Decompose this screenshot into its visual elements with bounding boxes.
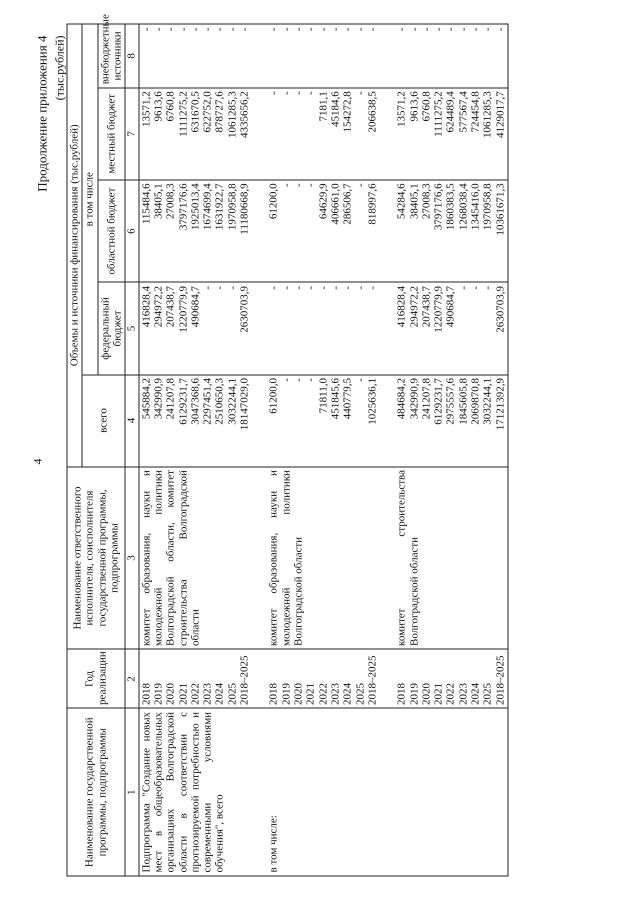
regional-values: 115484,6 38405,1 27008,3 3797176,6 1925013,4 1674699,4 1631922,7 1970958,8 11180668,9 xyxy=(139,180,252,283)
extra-values: - - - - - - - - - xyxy=(139,24,252,88)
col-num-3: 3 xyxy=(125,467,138,650)
header-program: Наименование государственной программы, подпрограммы xyxy=(67,708,125,876)
units-note: (тыс.рублей) xyxy=(52,35,67,101)
local-values: 13571,2 9613,6 6760,8 1111275,2 631670,5 622752,0 878727,6 1061285,3 4335656,2 xyxy=(139,88,252,180)
regional-values: 61200,0 - - - 64629,9 406661,0 286506,7 - 818997,6 xyxy=(252,180,380,283)
header-financing: Объемы и источники финансирования (тыс.рублей) xyxy=(67,24,82,467)
program-name xyxy=(380,708,508,876)
executor: комитет образования, науки и молодежной политики Волгоградской области, комитет строительства Волгоградской области xyxy=(139,467,252,650)
years: 2018 2019 2020 2021 2022 2023 2024 2025 2018–2025 xyxy=(252,649,380,708)
table-row xyxy=(139,24,252,876)
executor: комитет образования, науки и молодежной политики Волгоградской области xyxy=(252,467,380,650)
header-local: местный бюджет xyxy=(98,88,126,180)
table-row xyxy=(380,24,508,876)
page-number: 4 xyxy=(30,458,45,465)
header-including: в том числе xyxy=(82,24,97,375)
col-num-6: 6 xyxy=(125,180,138,283)
total-values: 61200,0 - - - 71811,0 451845,6 440779,5 - 1025636,1 xyxy=(252,375,380,467)
local-values: 13571,2 9613,6 6760,8 1111275,2 624489,4 577567,4 724454,8 1061285,3 4129017,7 xyxy=(380,88,508,180)
header-regional: областной бюджет xyxy=(98,180,126,283)
appendix-title: Продолжение приложения 4 xyxy=(34,35,50,192)
financing-table xyxy=(67,14,509,877)
years: 2018 2019 2020 2021 2022 2023 2024 2025 2018–2025 xyxy=(380,649,508,708)
program-name: Подпрограмма "Создание новых мест в общеобразовательных организациях Волгоградской области в соответствии с прогнозируемой потребностью и современными условиями обучения", всего xyxy=(139,708,252,876)
col-num-8: 8 xyxy=(125,24,138,88)
total-values: 545884,2 342990,9 241207,8 6129231,7 3047368,6 2297451,4 2510650,3 3032244,1 18147029,0 xyxy=(139,375,252,467)
header-executor: Наименование ответственного исполнителя, соисполнителя государственной программы, подпрограммы xyxy=(67,467,125,650)
col-num-1: 1 xyxy=(125,708,138,876)
table-row xyxy=(252,24,380,876)
col-num-7: 7 xyxy=(125,88,138,180)
extra-values: - - - - - - - - - xyxy=(380,24,508,88)
col-num-5: 5 xyxy=(125,282,138,374)
years: 2018 2019 2020 2021 2022 2023 2024 2025 2018–2025 xyxy=(139,649,252,708)
total-values: 484684,2 342990,9 241207,8 6129231,7 2975557,6 1845605,8 2069870,8 3032244,1 17121392,9 xyxy=(380,375,508,467)
col-num-2: 2 xyxy=(125,649,138,708)
col-num-4: 4 xyxy=(125,375,138,467)
including-label: в том числе: xyxy=(252,708,380,876)
executor: комитет строительства Волгоградской области xyxy=(380,467,508,650)
extra-values: - - - - - - - - - xyxy=(252,24,380,88)
federal-values: - - - - - - - - - xyxy=(252,282,380,374)
header-federal: федеральный бюджет xyxy=(98,282,126,374)
regional-values: 54284,6 38405,1 27008,3 3797176,6 1860383,5 1268038,4 1345416,0 1970958,8 10361671,3 xyxy=(380,180,508,283)
federal-values: 416828,4 294972,2 207438,7 1220779,9 490684,7 - - - 2630703,9 xyxy=(380,282,508,374)
header-extra: внебюджетные источники xyxy=(98,24,126,88)
header-year: Год реализации xyxy=(67,649,125,708)
local-values: - - - - 7181,1 45184,6 154272,8 - 206638,5 xyxy=(252,88,380,180)
header-total: всего xyxy=(82,375,125,467)
federal-values: 416828,4 294972,2 207438,7 1220779,9 490684,7 - - - 2630703,9 xyxy=(139,282,252,374)
rotated-page xyxy=(1,0,640,905)
